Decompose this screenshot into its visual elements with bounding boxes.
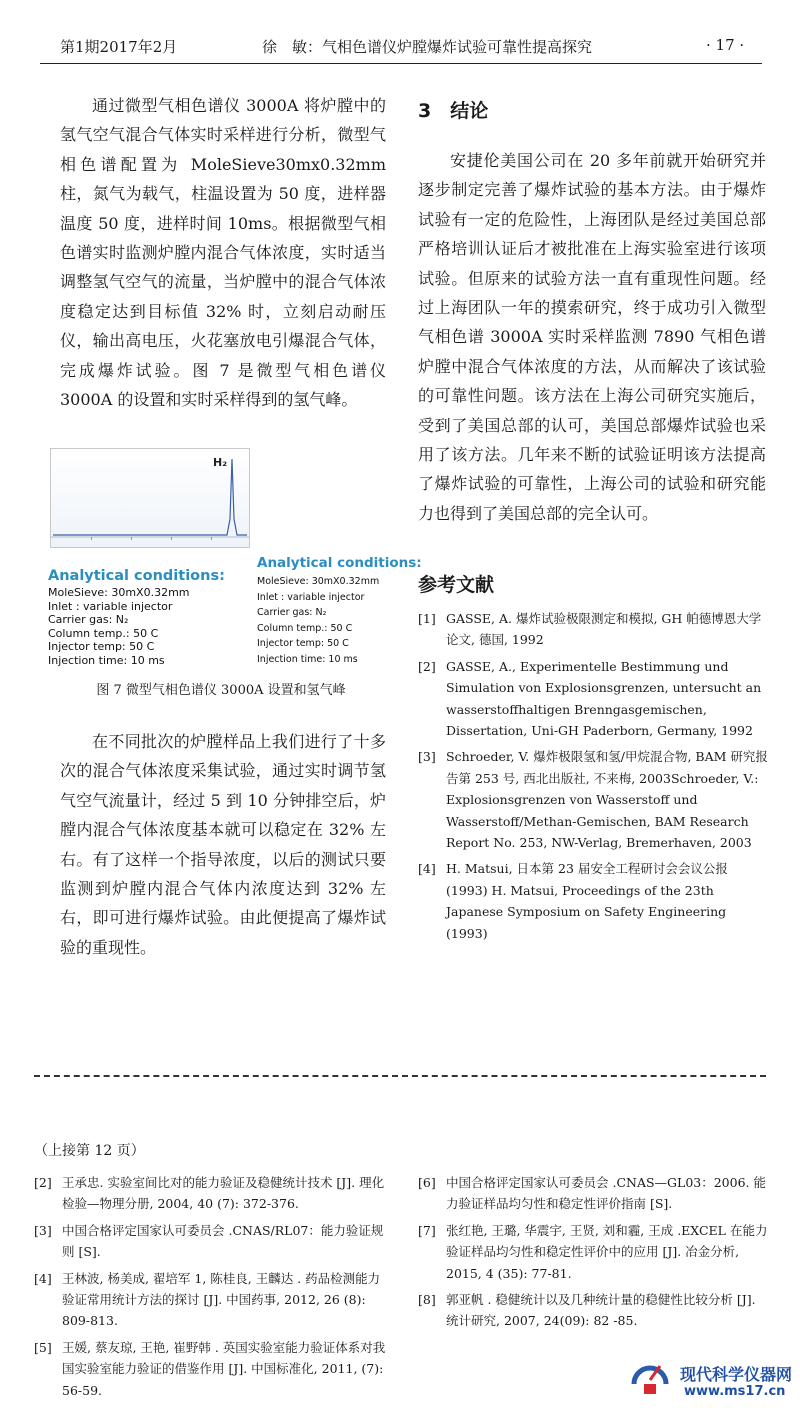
body-paragraph-method: 通过微型气相色谱仪 3000A 将炉膛中的氢气空气混合气体实时采样进行分析，微型气相色谱配置为 MoleSieve30mx0.32mm 柱，氮气为载气，柱温设置为 50 度，进样器温度 50 度，进样时间 10ms。根据微型气相色谱实时监测炉膛内混合气体浓度，实时适当调整氢气空气的流量，当炉膛中的混合气体浓度稳定达到目标值 32% 时，立刻启动耐压仪，输出高电压，火花塞放电引爆混合气体，完成爆炸试验。图 7 是微型气相色谱仪 3000A 的设置和实时采样得到的氢气峰。 — [60, 96, 386, 410]
watermark-site-name: 现代科学仪器网 — [680, 1365, 793, 1384]
panel-b-lines — [257, 574, 422, 667]
references-heading: 参考文献 — [418, 574, 495, 596]
page-number: · 17 · — [706, 36, 745, 54]
reference-number: [2] — [418, 658, 436, 674]
panel-b-line: MoleSieve: 30mX0.32mm — [257, 576, 380, 587]
reference-text: GASSE, A. 爆炸试验极限测定和模拟, GH 帕德博恩大学论文, 德国, 1992 — [446, 611, 762, 648]
chromatogram-ticks — [91, 537, 212, 540]
analytical-conditions-panel-b — [257, 555, 422, 667]
reference-number: [2] — [34, 1175, 52, 1190]
reference-item — [34, 1172, 386, 1215]
reference-number: [7] — [418, 1222, 436, 1238]
panel-b-line: Inlet : variable injector — [257, 591, 365, 603]
hydrogen-peak-trace — [53, 459, 247, 535]
panel-a-line: Injection time: 10 ms — [48, 653, 165, 667]
right-column-text — [418, 146, 766, 528]
section-separator — [34, 1075, 766, 1077]
reference-text: 中国合格评定国家认可委员会 .CNAS/RL07：能力验证规则 [S]. — [62, 1222, 384, 1260]
reference-text: 王媛, 蔡友琼, 王艳, 崔野韩 . 英国实验室能力验证体系对我国实验室能力验证的借鉴作用 [J]. 中国标准化, 2011, (7): 56-59. — [62, 1339, 386, 1398]
body-paragraph-results: 在不同批次的炉膛样品上我们进行了十多次的混合气体浓度采集试验，通过实时调节氢气空气流量计，经过 5 到 10 分钟排空后，炉膛内混合气体浓度基本就可以稳定在 32% 左右。有了这样一个指导浓度，以后的测试只要监测到炉膛内混合气体内浓度达到 32% 左右，即可进行爆炸试验。由此便提高了爆炸试验的重现性。 — [60, 732, 386, 957]
reference-item — [418, 746, 768, 853]
journal-issue: 第1期2017年2月 — [60, 38, 178, 56]
reference-item — [418, 1289, 768, 1332]
left-column-text-top — [60, 91, 386, 414]
panel-a-line: Carrier gas: N₂ — [48, 613, 129, 626]
watermark-logo-icon — [630, 1356, 670, 1396]
reference-number: [3] — [418, 749, 436, 765]
panel-a-line: MoleSieve: 30mX0.32mm — [48, 586, 190, 599]
header-rule — [40, 63, 762, 64]
panel-b-line: Carrier gas: N₂ — [257, 607, 327, 618]
body-paragraph-conclusion: 安捷伦美国公司在 20 多年前就开始研究并逐步制定完善了爆炸试验的基本方法。由于爆炸试验有一定的危险性，上海团队是经过美国总部严格培训认证后才被批准在上海实验室进行该项试验。但原来的试验方法一直有重现性问题。经过上海团队一年的摸索研究，终于成功引入微型气相色谱 3000A 实时采样监测 7890 气相色谱炉膛中混合气体浓度的方法，从而解决了该试验的可靠性问题。该方法在上海公司研究实施后，受到了美国总部的认可，美国总部爆炸试验也采用了该方法。几年来不断的试验证明该方法提高了爆炸试验的可靠性，上海公司的试验和研究能力也得到了美国总部的完全认可。 — [418, 151, 766, 523]
reference-text: 中国合格评定国家认可委员会 .CNAS—GL03：2006. 能力验证样品均匀性和稳定性评价指南 [S]. — [446, 1175, 766, 1212]
reference-item — [418, 1172, 768, 1215]
panel-a-line: Column temp.: 50 C — [48, 626, 159, 640]
watermark-url: www.ms17.cn — [684, 1384, 786, 1399]
panel-a-line: Inlet : variable injector — [48, 599, 173, 613]
reference-text: Schroeder, V. 爆炸极限氢和氢/甲烷混合物, BAM 研究报告第 253 号, 西北出版社, 不来梅, 2003Schroeder, V.: Explosionsgrenzen von Wasserstoff und Wasserstoff/Methan-Gemischen, BAM Research Report No. 253, NW-Verlag, Bremerhaven, 2003 — [446, 749, 768, 851]
reference-number: [5] — [34, 1339, 52, 1355]
panel-b-line: Injector temp: 50 C — [257, 638, 349, 649]
reference-number: [4] — [418, 861, 436, 877]
running-title: 徐 敏：气相色谱仪炉膛爆炸试验可靠性提高探究 — [262, 38, 593, 56]
reference-number: [1] — [418, 611, 436, 626]
continuation-label: （上接第 12 页） — [34, 1143, 145, 1159]
panel-b-line: Column temp.: 50 C — [257, 622, 353, 634]
reference-number: [8] — [418, 1292, 436, 1308]
reference-text: 张红艳, 王璐, 华震宇, 王贤, 刘和霾, 王成 .EXCEL 在能力验证样品均匀性和稳定性评价中的应用 [J]. 冶金分析, 2015, 4 (35): 77-81. — [446, 1222, 768, 1281]
panel-a-line: Injector temp: 50 C — [48, 640, 155, 653]
reference-number: [4] — [34, 1270, 52, 1286]
reference-item — [34, 1268, 386, 1332]
reference-text: 王承忠. 实验室间比对的能力验证及稳健统计技术 [J]. 理化检验—物理分册, 2004, 40 (7): 372-376. — [62, 1175, 385, 1212]
reference-item — [418, 608, 768, 651]
reference-list — [418, 608, 768, 949]
reference-item — [34, 1337, 386, 1401]
reference-item — [418, 656, 768, 742]
left-column-text-bottom — [60, 727, 386, 962]
panel-b-line: Injection time: 10 ms — [257, 653, 358, 665]
panel-a-lines — [48, 586, 225, 667]
section-heading-conclusion: 3 结论 — [418, 100, 489, 122]
reference-text: H. Matsui, 日本第 23 届安全工程研讨会会议公报 (1993) H. Matsui, Proceedings of the 23th Japanese Symposium on Safety Engineering (1993) — [446, 861, 728, 941]
analytical-conditions-panel-a — [48, 568, 225, 667]
peak-label: H₂ — [213, 456, 228, 469]
reference-text: 王林波, 杨美成, 翟培军 1, 陈桂良, 王麟达 . 药品检测能力验证常用统计方法的探讨 [J]. 中国药事, 2012, 26 (8): 809-813. — [62, 1270, 381, 1329]
figure-caption: 图 7 微型气相色谱仪 3000A 设置和氢气峰 — [96, 683, 346, 698]
panel-b-title: Analytical conditions: — [257, 555, 422, 571]
reference-text: 郭亚帆 . 稳健统计以及几种统计量的稳健性比较分析 [J]. 统计研究, 2007, 24(09): 82 -85. — [446, 1292, 756, 1329]
reference-item — [34, 1220, 386, 1263]
continuation-refs-right — [418, 1172, 768, 1337]
reference-text: GASSE, A., Experimentelle Bestimmung und Simulation von Explosionsgrenzen, untersucht an wasserstoffhaltigen Brenngasgemischen, Dissertation, Uni-GH Paderborn, Germany, 1992 — [446, 658, 762, 739]
reference-item — [418, 858, 768, 944]
reference-number: [3] — [34, 1222, 52, 1238]
reference-item — [418, 1220, 768, 1284]
panel-a-title: Analytical conditions: — [48, 568, 225, 584]
continuation-refs-left — [34, 1172, 386, 1406]
reference-number: [6] — [418, 1175, 436, 1190]
